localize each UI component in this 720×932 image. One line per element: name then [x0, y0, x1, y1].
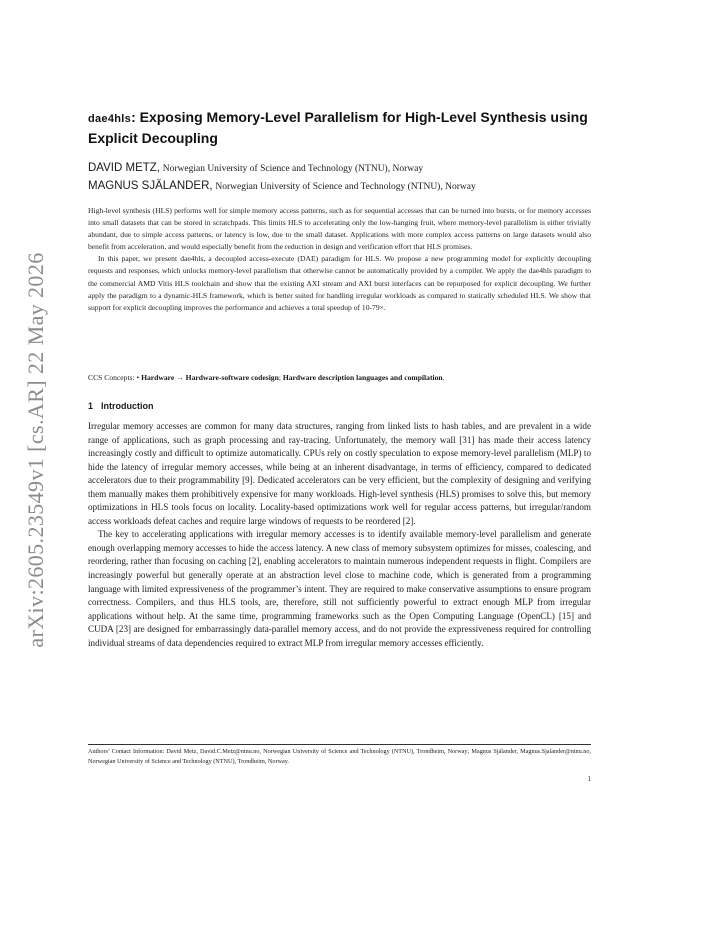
title-text: : Exposing Memory-Level Parallelism for High-Level Synthesis using Explicit Decoupling [88, 109, 588, 146]
author-contact-footnote: Authors’ Contact Information: David Metz, David.C.Metz@ntnu.no, Norwegian University of Science and Technology (NTNU), Trondheim, Norway; Magnus Själander, Magnus.Sjalander@ntnu.no, Norwegian University of Science and Technology (NTNU), Trondheim, Norway. [88, 748, 591, 765]
author-line [88, 162, 591, 174]
abstract-paragraph: High-level synthesis (HLS) performs well for simple memory access patterns, such as for sequential accesses that can be turned into bursts, or for memory accesses into small datasets that can be stored in scratchpads. This limits HLS to accelerating only the low-hanging fruit, where memory-level parallelism is either trivially abundant, due to simple access patterns, or latency is low, due to the small dataset. Applications with more complex access patterns on large datasets would also benefit from acceleration, and would especially benefit from the reduction in design and verification effort that HLS promises. [88, 206, 591, 252]
title-acronym: dae4hls [88, 113, 132, 125]
ccs-hardware: Hardware [141, 373, 175, 382]
ccs-separator: ; [278, 373, 283, 382]
author-affiliation: Norwegian University of Science and Technology (NTNU), Norway [215, 182, 476, 192]
author-affiliation: Norwegian University of Science and Technology (NTNU), Norway [162, 164, 424, 174]
author-name: DAVID METZ, [88, 162, 160, 174]
author-line [88, 180, 591, 192]
author-name: MAGNUS SJÄLANDER, [88, 180, 213, 192]
ccs-hdl: Hardware description languages and compilation [282, 373, 443, 382]
ccs-arrow: → [174, 373, 186, 382]
ccs-concepts [88, 372, 591, 383]
body-paragraph: Irregular memory accesses are common for many data structures, ranging from linked lists to hash tables, and are prevalent in a wide range of applications, such as graph processing and ray-tracing. Unfortunately, the memory wall [31] has made their access latency increasingly costly and difficult to optimize automatically. CPUs rely on costly speculation to expose memory-level parallelism (MLP) to hide the latency of irregular memory accesses, while being at an inherent disadvantage, in terms of efficiency, compared to dedicated accelerators due to their programmability [9]. Dedicated accelerators can be very efficient, but the complexity of designing and verifying them manually makes them prohibitively expensive for many workloads. High-level synthesis (HLS) promises to solve this, but memory optimizations in HLS tools focus on locality. Locality-based optimizations work well for regular access patterns, but irregular/random access workloads defeat caches and require large windows of requests to be reordered [2]. [88, 421, 591, 526]
paper-title [88, 108, 591, 148]
page-number: 1 [587, 775, 591, 783]
ccs-codesign: Hardware-software codesign [185, 373, 279, 382]
section-heading [88, 401, 591, 411]
ccs-label: CCS Concepts: • [88, 373, 140, 382]
body-paragraph: The key to accelerating applications with irregular memory accesses is to identify available memory-level parallelism and generate enough overlapping memory accesses to hide the access latency. A new class of memory subsystem optimizes for misses, coalescing, and reordering, rather than focusing on caching [2], enabling accelerators to maintain numerous independent requests in flight. Compilers are increasingly powerful but generally operate at an abstraction level close to machine code, which is generated from a programming language with limited expressiveness of the programmer’s intent. They are required to make conservative assumptions to ensure program correctness. Compilers, and thus HLS tools, are, therefore, still not sufficiently powerful to extract enough MLP from irregular applications without help. At the same time, programming frameworks such as the Open Computing Language (OpenCL) [15] and CUDA [23] are designed for embarrassingly data-parallel memory access, and do not provide the expressiveness required for controlling individual streams of data dependencies required to extract MLP from irregular memory accesses efficiently. [88, 529, 591, 648]
abstract-paragraph: In this paper, we present dae4hls, a decoupled access-execute (DAE) paradigm for HLS. We propose a new programming model for explicitly decoupling requests and responses, which unlocks memory-level parallelism that otherwise cannot be automatically provided by a compiler. We apply the dae4hls paradigm to the commercial AMD Vitis HLS toolchain and show that the existing AXI stream and AXI burst interfaces can be repurposed for explicit decoupling. We further apply the paradigm to a dynamic-HLS framework, which is better suited for handling irregular workloads as compared to statically scheduled HLS. We show that support for explicit decoupling improves the performance and achieves a total speedup of 10-79×. [88, 254, 591, 312]
footnote-divider [88, 744, 591, 745]
abstract [88, 205, 591, 314]
section-title: Introduction [101, 401, 154, 411]
section-number: 1 [88, 401, 94, 411]
arxiv-identifier-stamp [18, 252, 54, 648]
arxiv-identifier-text: arXiv:2605.23549v1 [cs.AR] 22 May 2026 [23, 252, 48, 648]
body-text [88, 420, 591, 650]
ccs-end: . [442, 373, 445, 382]
